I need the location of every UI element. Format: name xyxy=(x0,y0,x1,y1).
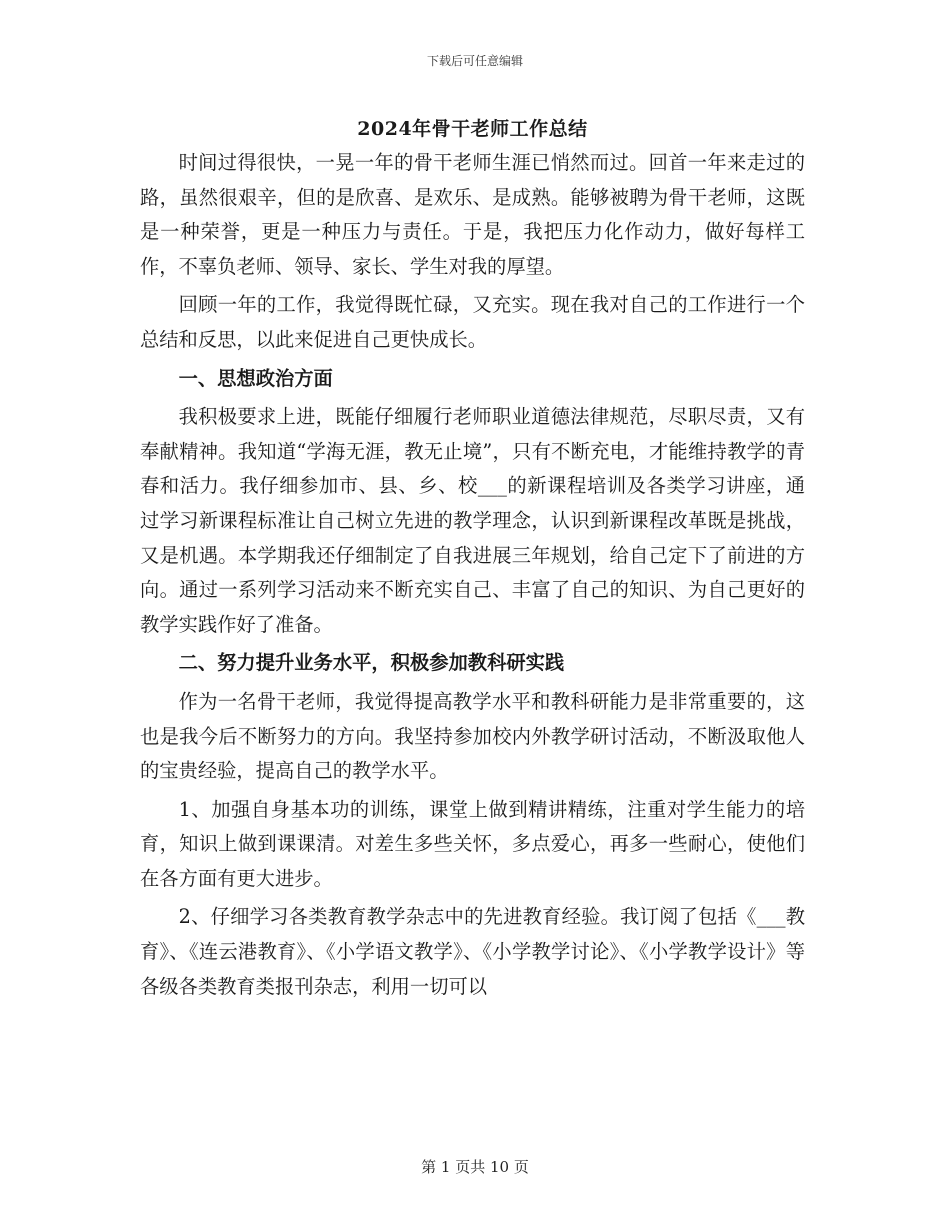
paragraph: 我积极要求上进，既能仔细履行老师职业道德法律规范，尽职尽责，又有奉献精神。我知道“学海无涯，教无止境”，只有不断充电，才能维持教学的青春和活力。我仔细参加市、县、乡、校___的新课程培训及各类学习讲座，通过学习新课程标准让自己树立先进的教学理念，认识到新课程改革既是挑战，又是机遇。本学期我还仔细制定了自我进展三年规划，给自己定下了前进的方向。通过一系列学习活动来不断充实自己、丰富了自己的知识、为自己更好的教学实践作好了准备。 xyxy=(140,405,805,636)
section-heading: 一、思想政治方面 xyxy=(178,366,333,390)
header-note: 下载后可任意编辑 xyxy=(426,54,523,68)
document-title: 2024年骨干老师工作总结 xyxy=(357,118,588,140)
section-heading: 二、努力提升业务水平，积极参加教科研实践 xyxy=(178,651,565,675)
paragraph: 回顾一年的工作，我觉得既忙碌，又充实。现在我对自己的工作进行一个总结和反思，以此来促进自己更快成长。 xyxy=(140,293,805,351)
page-footer: 第 1 页共 10 页 xyxy=(421,1158,529,1176)
paragraph: 时间过得很快，一晃一年的骨干老师生涯已悄然而过。回首一年来走过的路，虽然很艰辛，但的是欣喜、是欢乐、是成熟。能够被聘为骨干老师，这既是一种荣誉，更是一种压力与责任。于是，我把压力化作动力，做好每样工作，不辜负老师、领导、家长、学生对我的厚望。 xyxy=(140,151,805,278)
paragraph: 作为一名骨干老师，我觉得提高教学水平和教科研能力是非常重要的，这也是我今后不断努力的方向。我坚持参加校内外教学研讨活动，不断汲取他人的宝贵经验，提高自己的教学水平。 xyxy=(140,689,805,783)
document-body xyxy=(140,146,805,1008)
paragraph: 2、仔细学习各类教育教学杂志中的先进教育经验。我订阅了包括《___教育》、《连云港教育》、《小学语文教学》、《小学教学讨论》、《小学教学设计》等各级各类教育类报刊杂志，利用一切可以 xyxy=(140,905,805,998)
paragraph: 1、加强自身基本功的训练，课堂上做到精讲精练，注重对学生能力的培育，知识上做到课课清。对差生多些关怀，多点爱心，再多一些耐心，使他们在各方面有更大进步。 xyxy=(140,797,805,890)
